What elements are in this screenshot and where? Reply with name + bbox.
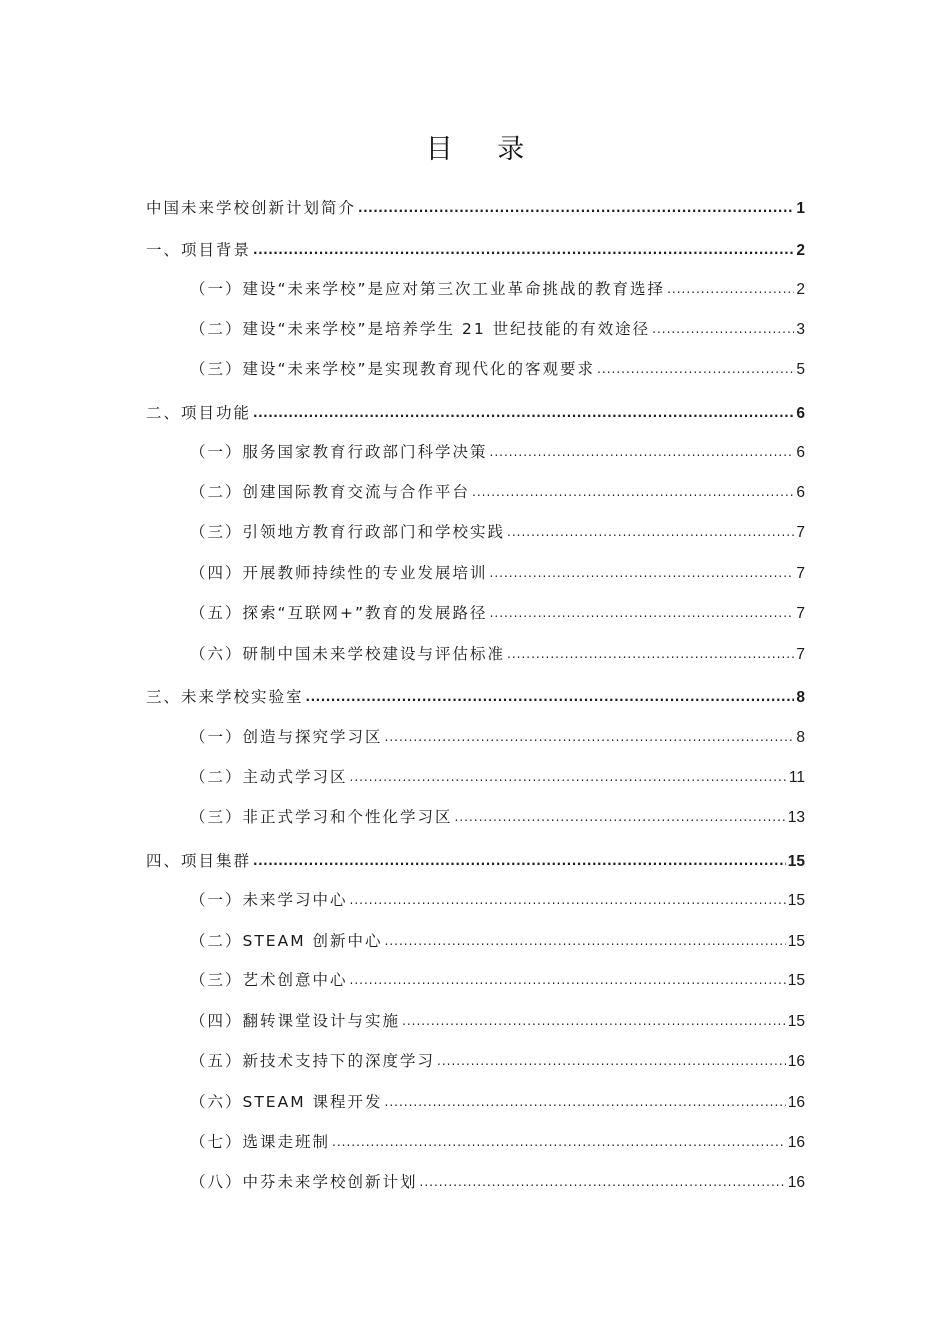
toc-dot-leader: [402, 1009, 786, 1033]
toc-entry-text: 一、项目背景: [146, 241, 252, 259]
toc-entry-text: （一）服务国家教育行政部门科学决策: [190, 443, 488, 461]
toc-entry-text: （一）未来学习中心: [190, 891, 348, 909]
toc-entry[interactable]: [190, 765, 805, 789]
toc-entry[interactable]: [190, 968, 805, 992]
toc-page-number: 15: [787, 892, 805, 909]
toc-entry[interactable]: [190, 561, 805, 585]
toc-entry-text: （一）建设“未来学校”是应对第三次工业革命挑战的教育选择: [190, 280, 666, 298]
toc-page-number: 7: [796, 524, 805, 541]
toc-entry[interactable]: [190, 357, 805, 381]
toc-page-number: 13: [787, 809, 805, 826]
toc-entry-text: （二）STEAM 创新中心: [190, 932, 383, 950]
toc-page-number: 16: [787, 1094, 805, 1111]
toc-dot-leader: [490, 601, 795, 625]
toc-dot-leader: [507, 642, 794, 666]
toc-dot-leader: [358, 196, 794, 220]
toc-entry[interactable]: [190, 440, 805, 464]
toc-page-number: 15: [787, 853, 805, 870]
toc-entry[interactable]: [190, 929, 805, 953]
toc-dot-leader: [490, 561, 795, 585]
toc-page-number: 16: [787, 1134, 805, 1151]
toc-entry-text: 三、未来学校实验室: [146, 688, 304, 706]
toc-dot-leader: [253, 238, 794, 262]
toc-entry[interactable]: [190, 1049, 805, 1073]
toc-page-number: 11: [788, 769, 805, 786]
toc-entry-text: （二）建设“未来学校”是培养学生 21 世纪技能的有效途径: [190, 320, 651, 338]
toc-page-number: 2: [796, 281, 805, 298]
toc-dot-leader: [507, 520, 794, 544]
toc-entry[interactable]: [190, 888, 805, 912]
toc-entry-text: 中国未来学校创新计划简介: [146, 199, 357, 217]
toc-page-number: 6: [796, 405, 805, 422]
toc-entry[interactable]: [190, 520, 805, 544]
toc-entry[interactable]: [146, 238, 805, 262]
toc-entry-text: （三）非正式学习和个性化学习区: [190, 808, 453, 826]
toc-page-number: 8: [796, 689, 805, 706]
toc-entry-text: （六）STEAM 课程开发: [190, 1093, 383, 1111]
toc-dot-leader: [350, 888, 786, 912]
toc-page-number: 16: [787, 1174, 805, 1191]
toc-dot-leader: [350, 968, 786, 992]
toc-entry[interactable]: [146, 685, 805, 709]
toc-entry[interactable]: [190, 642, 805, 666]
toc-entry-text: （五）探索“互联网+”教育的发展路径: [190, 604, 488, 622]
toc-page-number: 2: [796, 242, 805, 259]
toc-dot-leader: [385, 929, 786, 953]
toc-entry[interactable]: [190, 601, 805, 625]
toc-entry[interactable]: [190, 1090, 805, 1114]
toc-dot-leader: [455, 805, 786, 829]
toc-entry-text: （一）创造与探究学习区: [190, 728, 383, 746]
toc-entry-text: （四）开展教师持续性的专业发展培训: [190, 564, 488, 582]
toc-dot-leader: [437, 1049, 786, 1073]
toc-entry-text: （三）引领地方教育行政部门和学校实践: [190, 523, 506, 541]
toc-entry-text: （七）选课走班制: [190, 1133, 331, 1151]
toc-dot-leader: [597, 357, 794, 381]
toc-page-number: 15: [787, 933, 805, 950]
toc-page-number: 6: [796, 484, 805, 501]
toc-page-number: 6: [796, 444, 805, 461]
toc-entry-text: （八）中芬未来学校创新计划: [190, 1173, 418, 1191]
toc-entry-text: 四、项目集群: [146, 852, 252, 870]
toc-page-number: 16: [787, 1053, 805, 1070]
toc-entry-text: （二）主动式学习区: [190, 768, 348, 786]
toc-dot-leader: [253, 401, 794, 425]
toc-dot-leader: [667, 277, 794, 301]
toc-entry-text: （四）翻转课堂设计与实施: [190, 1012, 401, 1030]
toc-dot-leader: [420, 1170, 786, 1194]
toc-entry-text: （五）新技术支持下的深度学习: [190, 1052, 436, 1070]
toc-entry-text: （三）建设“未来学校”是实现教育现代化的客观要求: [190, 360, 596, 378]
toc-dot-leader: [350, 765, 787, 789]
toc-page-number: 15: [787, 1013, 805, 1030]
toc-entry[interactable]: [190, 1130, 805, 1154]
toc-page-number: 15: [787, 972, 805, 989]
toc-entry[interactable]: [190, 725, 805, 749]
toc-page-number: 7: [796, 646, 805, 663]
toc-entry-text: （二）创建国际教育交流与合作平台: [190, 483, 471, 501]
toc-dot-leader: [385, 725, 795, 749]
toc-dot-leader: [472, 480, 794, 504]
toc-entry-text: （三）艺术创意中心: [190, 971, 348, 989]
toc-entry[interactable]: [190, 1009, 805, 1033]
toc-page-number: 1: [796, 200, 805, 217]
toc-dot-leader: [306, 685, 795, 709]
toc-entry-text: 二、项目功能: [146, 404, 252, 422]
toc-dot-leader: [652, 317, 794, 341]
toc-page-number: 7: [796, 565, 805, 582]
toc-entry[interactable]: [190, 277, 805, 301]
toc-entry[interactable]: [190, 1170, 805, 1194]
toc-dot-leader: [490, 440, 795, 464]
toc-entry[interactable]: [190, 480, 805, 504]
toc-entry[interactable]: [190, 805, 805, 829]
toc-entry[interactable]: [190, 317, 805, 341]
toc-page-number: 8: [796, 729, 805, 746]
toc-entry[interactable]: [146, 401, 805, 425]
toc-entry-text: （六）研制中国未来学校建设与评估标准: [190, 645, 506, 663]
toc-dot-leader: [253, 849, 786, 873]
toc-entry[interactable]: [146, 849, 805, 873]
toc-page-number: 5: [796, 361, 805, 378]
toc-entry[interactable]: [146, 196, 805, 220]
toc-dot-leader: [332, 1130, 786, 1154]
toc-page-number: 3: [796, 321, 805, 338]
toc-page-number: 7: [796, 605, 805, 622]
toc-title: 目 录: [425, 134, 543, 165]
toc-dot-leader: [385, 1090, 786, 1114]
